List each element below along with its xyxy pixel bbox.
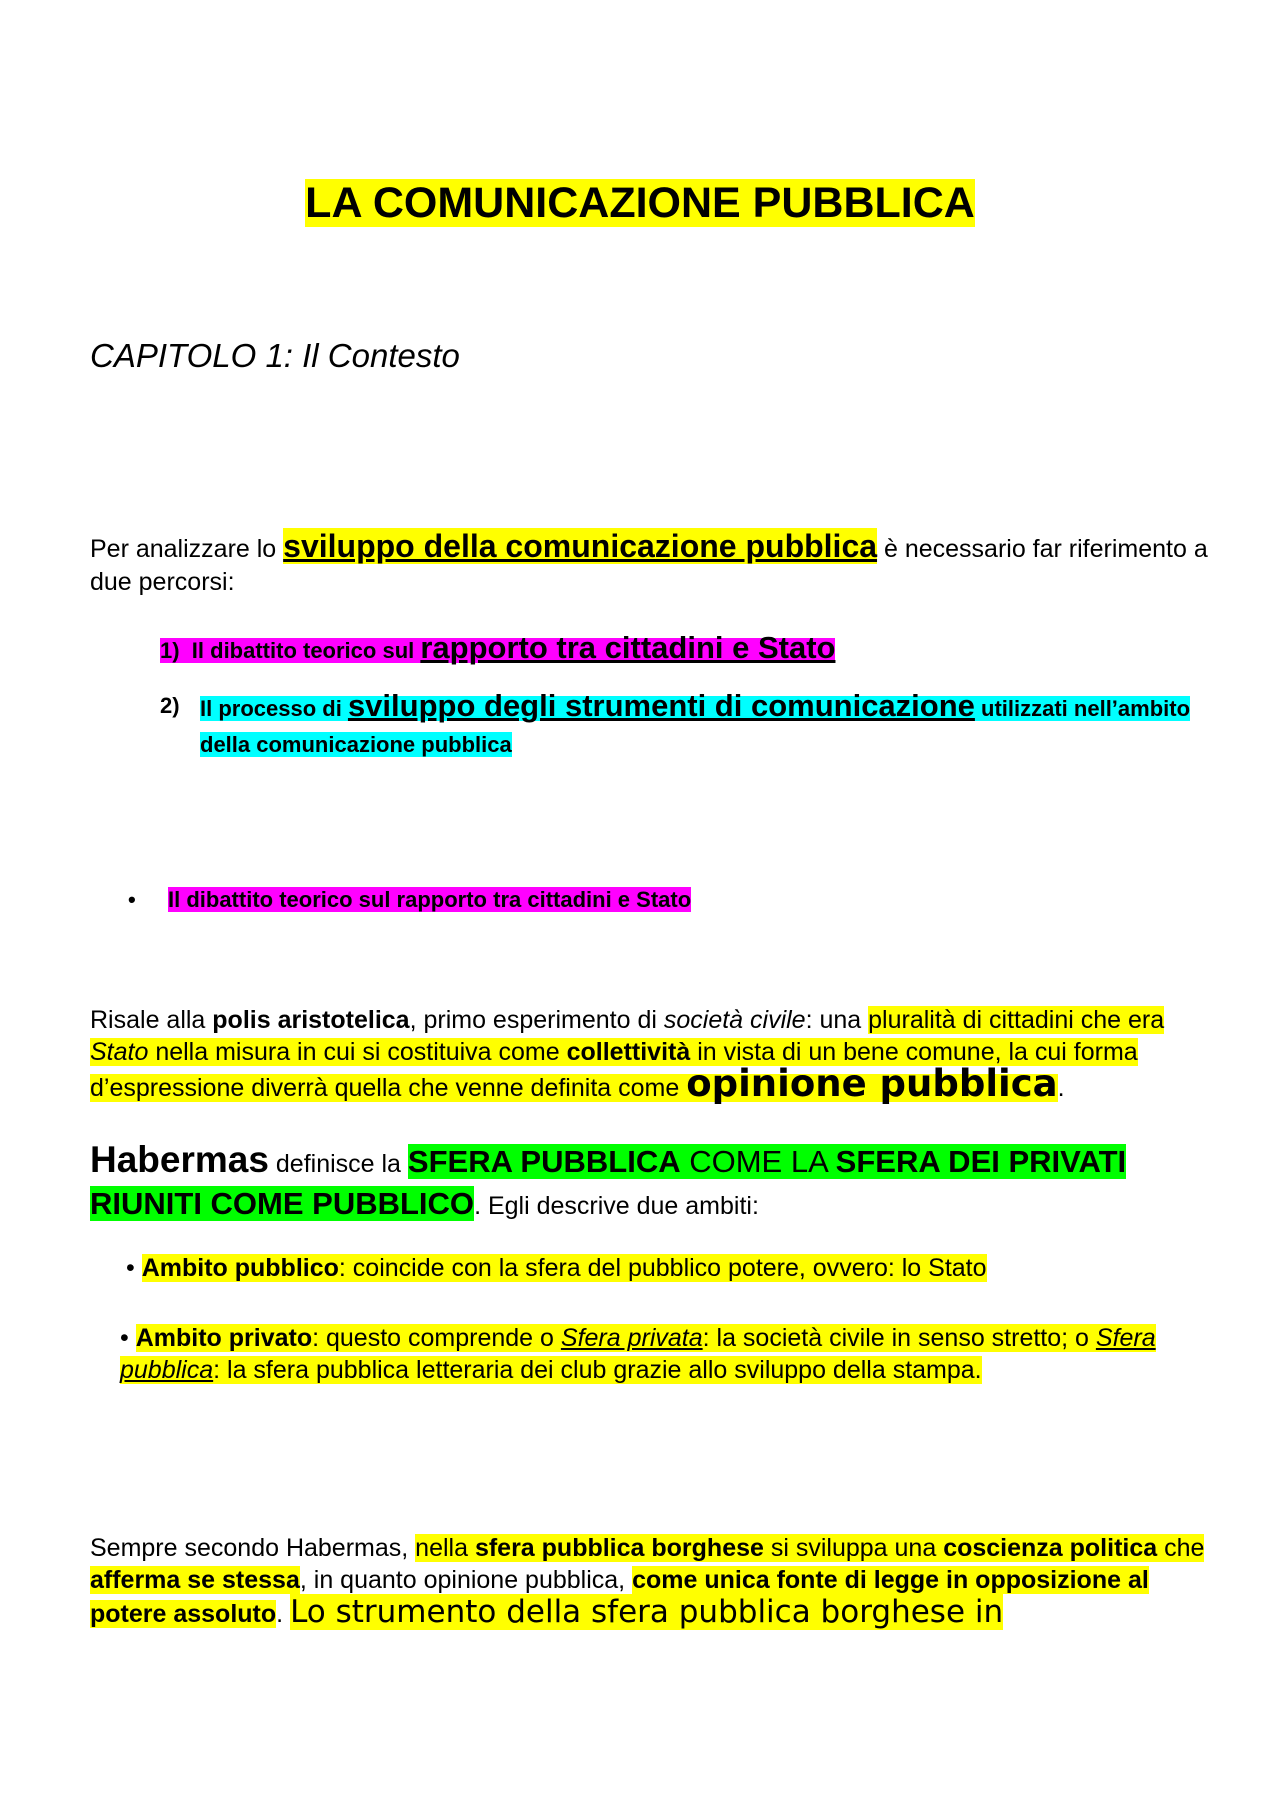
borghese-text: nella [415,1534,475,1562]
list-item-1-big: rapporto tra cittadini e Stato [420,630,836,665]
borghese-bold: sfera pubblica borghese [474,1534,764,1562]
habermas-name: Habermas [90,1139,269,1180]
polis-bold: polis aristotelica [212,1006,410,1034]
borghese-big-text: Lo strumento della sfera pubblica borghese in [290,1594,1004,1630]
borghese-bold: coscienza politica [943,1534,1158,1562]
borghese-text: , in quanto opinione pubblica, [299,1566,633,1594]
list-item-2-pre: Il processo di [200,696,348,721]
intro-highlight: sviluppo della comunicazione pubblica [283,528,878,564]
chapter-heading: CAPITOLO 1: Il Contesto [90,337,460,374]
list-item-2-post: utilizzati nell’ambito della comunicazione pubblica [200,696,1191,757]
list-item-2-number: 2) [160,693,180,718]
bullet-dot-icon: • [128,887,136,912]
borghese-paragraph [90,1532,1210,1630]
ambito-privato-term: Sfera privata [560,1324,703,1352]
polis-bold: collettività [566,1038,691,1066]
bullet-dot-icon: • [120,1324,136,1352]
ambito-privato-item [120,1322,1180,1386]
list-item-1-pre: Il dibattito teorico sul [191,638,421,663]
polis-text: nella misura in cui si costituiva come [148,1038,567,1066]
borghese-text: Sempre secondo Habermas, [90,1534,416,1562]
borghese-text: . [276,1600,291,1628]
document-title [0,176,1280,230]
habermas-text: . Egli descrive due ambiti: [474,1192,759,1220]
intro-text-1: Per analizzare lo [90,535,284,563]
ambito-privato-text: : la società civile in senso stretto; o [702,1324,1096,1352]
title-text: LA COMUNICAZIONE PUBBLICA [305,179,975,227]
polis-paragraph [90,1004,1210,1104]
borghese-bold: afferma se stessa [90,1566,300,1594]
list-item-2-text [200,688,1191,757]
habermas-green-text: COME LA [680,1144,836,1179]
ambito-privato-highlight [120,1324,1156,1384]
polis-text: Risale alla [90,1006,213,1034]
polis-text: : una [805,1006,869,1034]
borghese-text: che [1157,1534,1205,1562]
intro-paragraph [90,530,1210,599]
habermas-green-bold: SFERA DEI PRIVATI RIUNITI COME PUBBLICO [90,1144,1127,1221]
list-item-1-number: 1) [160,638,180,663]
bullet-dot-icon: • [126,1254,142,1282]
list-item-1 [160,628,835,671]
list-item-2 [160,688,1200,763]
ambito-privato-label: Ambito privato [135,1324,313,1352]
polis-italic: Stato [90,1038,149,1066]
habermas-text: definisce la [268,1150,408,1178]
ambito-pubblico-highlight [142,1254,987,1282]
section-bullet-text: Il dibattito teorico sul rapporto tra cittadini e Stato [168,887,692,912]
borghese-text: si sviluppa una [763,1534,944,1562]
ambito-privato-term: Sfera pubblica [120,1324,1156,1384]
polis-text: , primo esperimento di [409,1006,664,1034]
intro-text-2: è necessario far riferimento a due percorsi: [90,535,1208,596]
polis-text: pluralità di cittadini che era [868,1006,1165,1034]
list-item-2-big: sviluppo degli strumenti di comunicazione [347,688,975,723]
ambito-privato-text: : questo comprende o [312,1324,561,1352]
ambito-pubblico-item [126,1252,987,1284]
polis-text: . [1057,1074,1065,1102]
polis-text: in vista di un bene comune, la cui forma d’espressione diverrà quella che venne definita come [90,1038,1138,1102]
ambito-privato-text: : la sfera pubblica letteraria dei club grazie allo sviluppo della stampa. [213,1356,982,1384]
section-bullet-heading [128,884,691,916]
ambito-pubblico-label: Ambito pubblico [141,1254,339,1282]
ambito-pubblico-text: : coincide con la sfera del pubblico potere, ovvero: lo Stato [338,1254,987,1282]
list-item-1-text [160,630,836,665]
polis-opinione-pubblica: opinione pubblica [686,1062,1058,1105]
habermas-paragraph [90,1140,1210,1226]
polis-italic: società civile [663,1006,806,1034]
borghese-bold: come unica fonte di legge in opposizione al potere assoluto [90,1566,1149,1628]
habermas-green-bold: SFERA PUBBLICA [407,1144,681,1179]
